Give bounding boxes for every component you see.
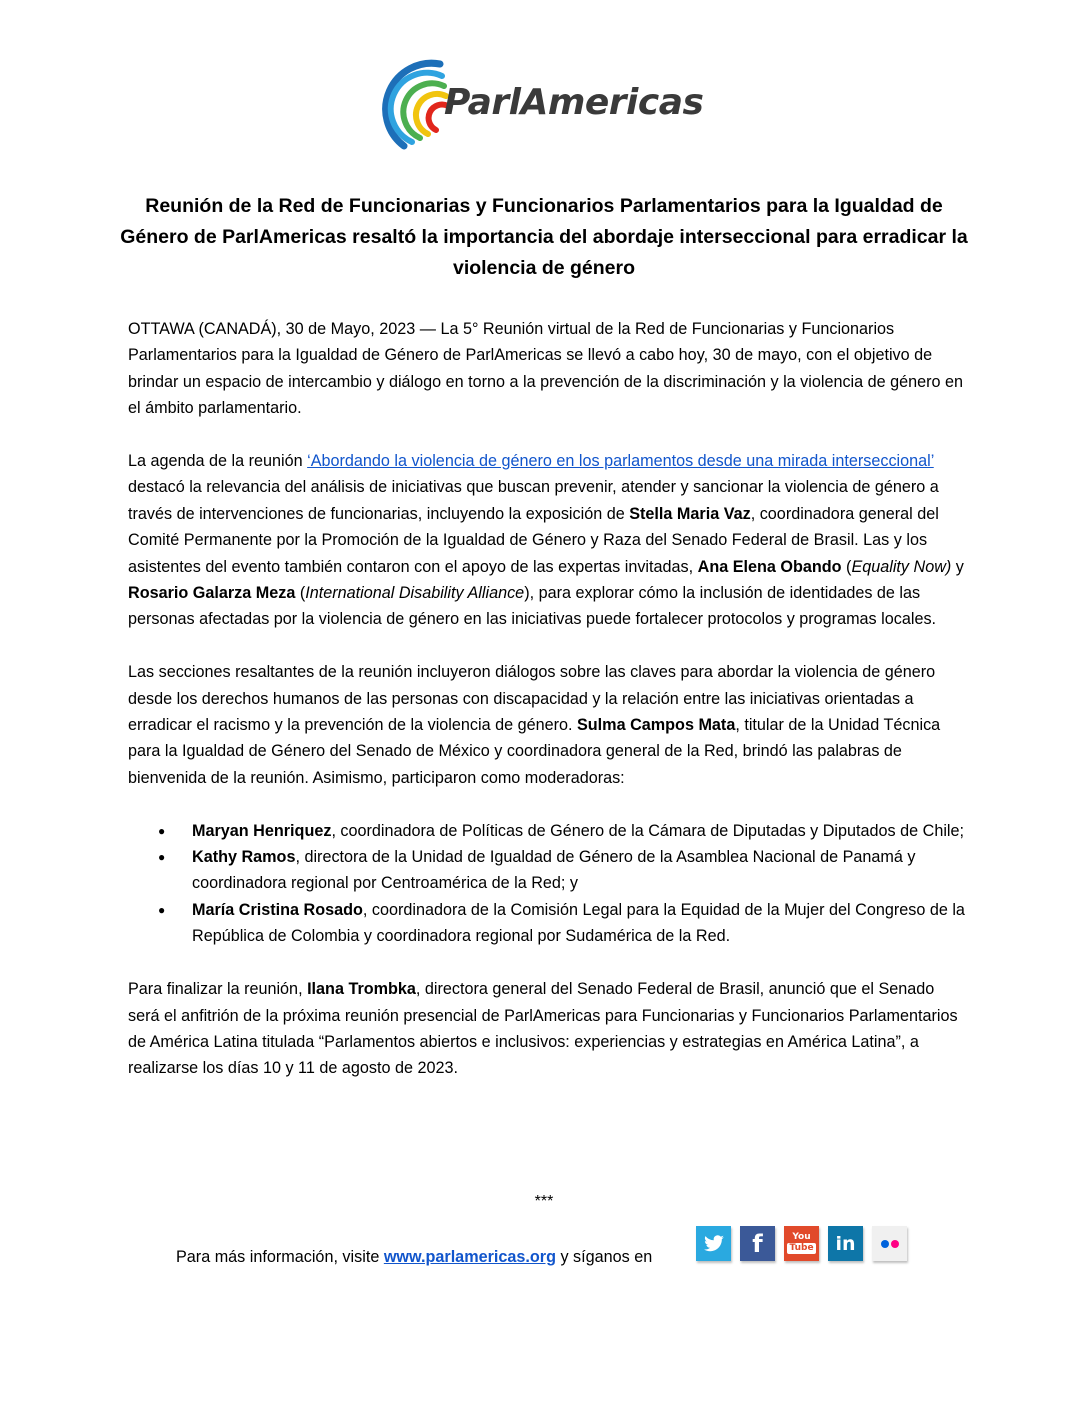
paragraph-agenda: La agenda de la reunión ‘Abordando la violencia de género en los parlamentos desde una mirada interseccional’ destacó la relevancia del análisis de iniciativas que buscan prevenir, atender y sancionar la violencia de género a través de intervenciones de funcionarias, incluyendo la exposición de Stella Maria Vaz, coordinadora general del Comité Permanente por la Promoción de la Igualdad de Género y Raza del Senado Federal de Brasil. Las y los asistentes del evento también contaron con el apoyo de las expertas invitadas, Ana Elena Obando (Equality Now) y Rosario Galarza Meza (International Disability Alliance), para explorar cómo la inclusión de identidades de las personas afectadas por la violencia de género en las iniciativas puede fortalecer protocolos y programas locales. (128, 452, 964, 629)
separator: *** (534, 1193, 554, 1210)
social-icons (696, 1226, 907, 1262)
list-item: ● Maryan Henriquez, coordinadora de Políticas de Género de la Cámara de Diputadas y Diputados de Chile; (128, 818, 968, 844)
footer-info: Para más información, visite www.parlamericas.org y síganos en (176, 1248, 653, 1266)
facebook-icon[interactable]: f (740, 1226, 775, 1261)
moderators-list (128, 818, 968, 950)
expert-org: Equality Now) (851, 557, 952, 576)
list-item: ● María Cristina Rosado, coordinadora de la Comisión Legal para la Equidad de la Mujer del Congreso de la República de Colombia y coordinadora regional por Sudamérica de la Red. (128, 897, 968, 950)
expert-org: International Disability Alliance (305, 584, 525, 603)
coordinator-name: Sulma Campos Mata (577, 716, 736, 735)
press-release-title: Reunión de la Red de Funcionarias y Funcionarios Parlamentarios para la Igualdad de Género de ParlAmericas resaltó la importancia del abordaje interseccional para erradicar la violencia de género (120, 195, 968, 279)
paragraph-closing: Para finalizar la reunión, Ilana Trombka, directora general del Senado Federal de Brasil, anunció que el Senado será el anfitrión de la próxima reunión presencial de ParlAmericas para Funcionarias y Funcionarios Parlamentarios de América Latina titulada “Parlamentos abiertos e inclusivos: experiencias y estrategias en América Latina”, a realizarse los días 10 y 11 de agosto de 2023. (128, 980, 958, 1078)
press-release-body (128, 316, 968, 1108)
youtube-icon[interactable]: You Tube (784, 1226, 819, 1261)
linkedin-icon[interactable]: in (828, 1226, 863, 1261)
expert-name: Rosario Galarza Meza (128, 584, 296, 603)
speaker-name: Stella Maria Vaz (629, 504, 751, 523)
parlamericas-logo (378, 56, 718, 156)
director-name: Ilana Trombka (307, 980, 416, 999)
twitter-icon[interactable] (696, 1226, 731, 1261)
paragraph-sections: Las secciones resaltantes de la reunión incluyeron diálogos sobre las claves para abordar la violencia de género desde los derechos humanos de las personas con discapacidad y la relación entre las iniciativas orientadas a erradicar el racismo y la prevención de la violencia de género. Sulma Campos Mata, titular de la Unidad Técnica para la Igualdad de Género del Senado de México y coordinadora general de la Red, brindó las palabras de bienvenida de la reunión. Asimismo, participaron como moderadoras: (128, 663, 941, 787)
paragraph-intro: OTTAWA (CANADÁ), 30 de Mayo, 2023 — La 5° Reunión virtual de la Red de Funcionarias y Funcionarios Parlamentarios para la Igualdad de Género de ParlAmericas se llevó a cabo hoy, 30 de mayo, con el objetivo de brindar un espacio de intercambio y diálogo en torno a la prevención de la discriminación y la violencia de género en el ámbito parlamentario. (128, 320, 964, 418)
logo-text: ParlAmericas (444, 82, 704, 123)
agenda-link[interactable]: ‘Abordando la violencia de género en los parlamentos desde una mirada interseccional’ (307, 452, 934, 471)
flickr-icon[interactable] (872, 1226, 907, 1261)
website-link[interactable]: www.parlamericas.org (383, 1248, 556, 1266)
list-item: ● Kathy Ramos, directora de la Unidad de Igualdad de Género de la Asamblea Nacional de Panamá y coordinadora regional por Centroamérica de la Red; y (128, 844, 968, 897)
expert-name: Ana Elena Obando (697, 557, 842, 576)
